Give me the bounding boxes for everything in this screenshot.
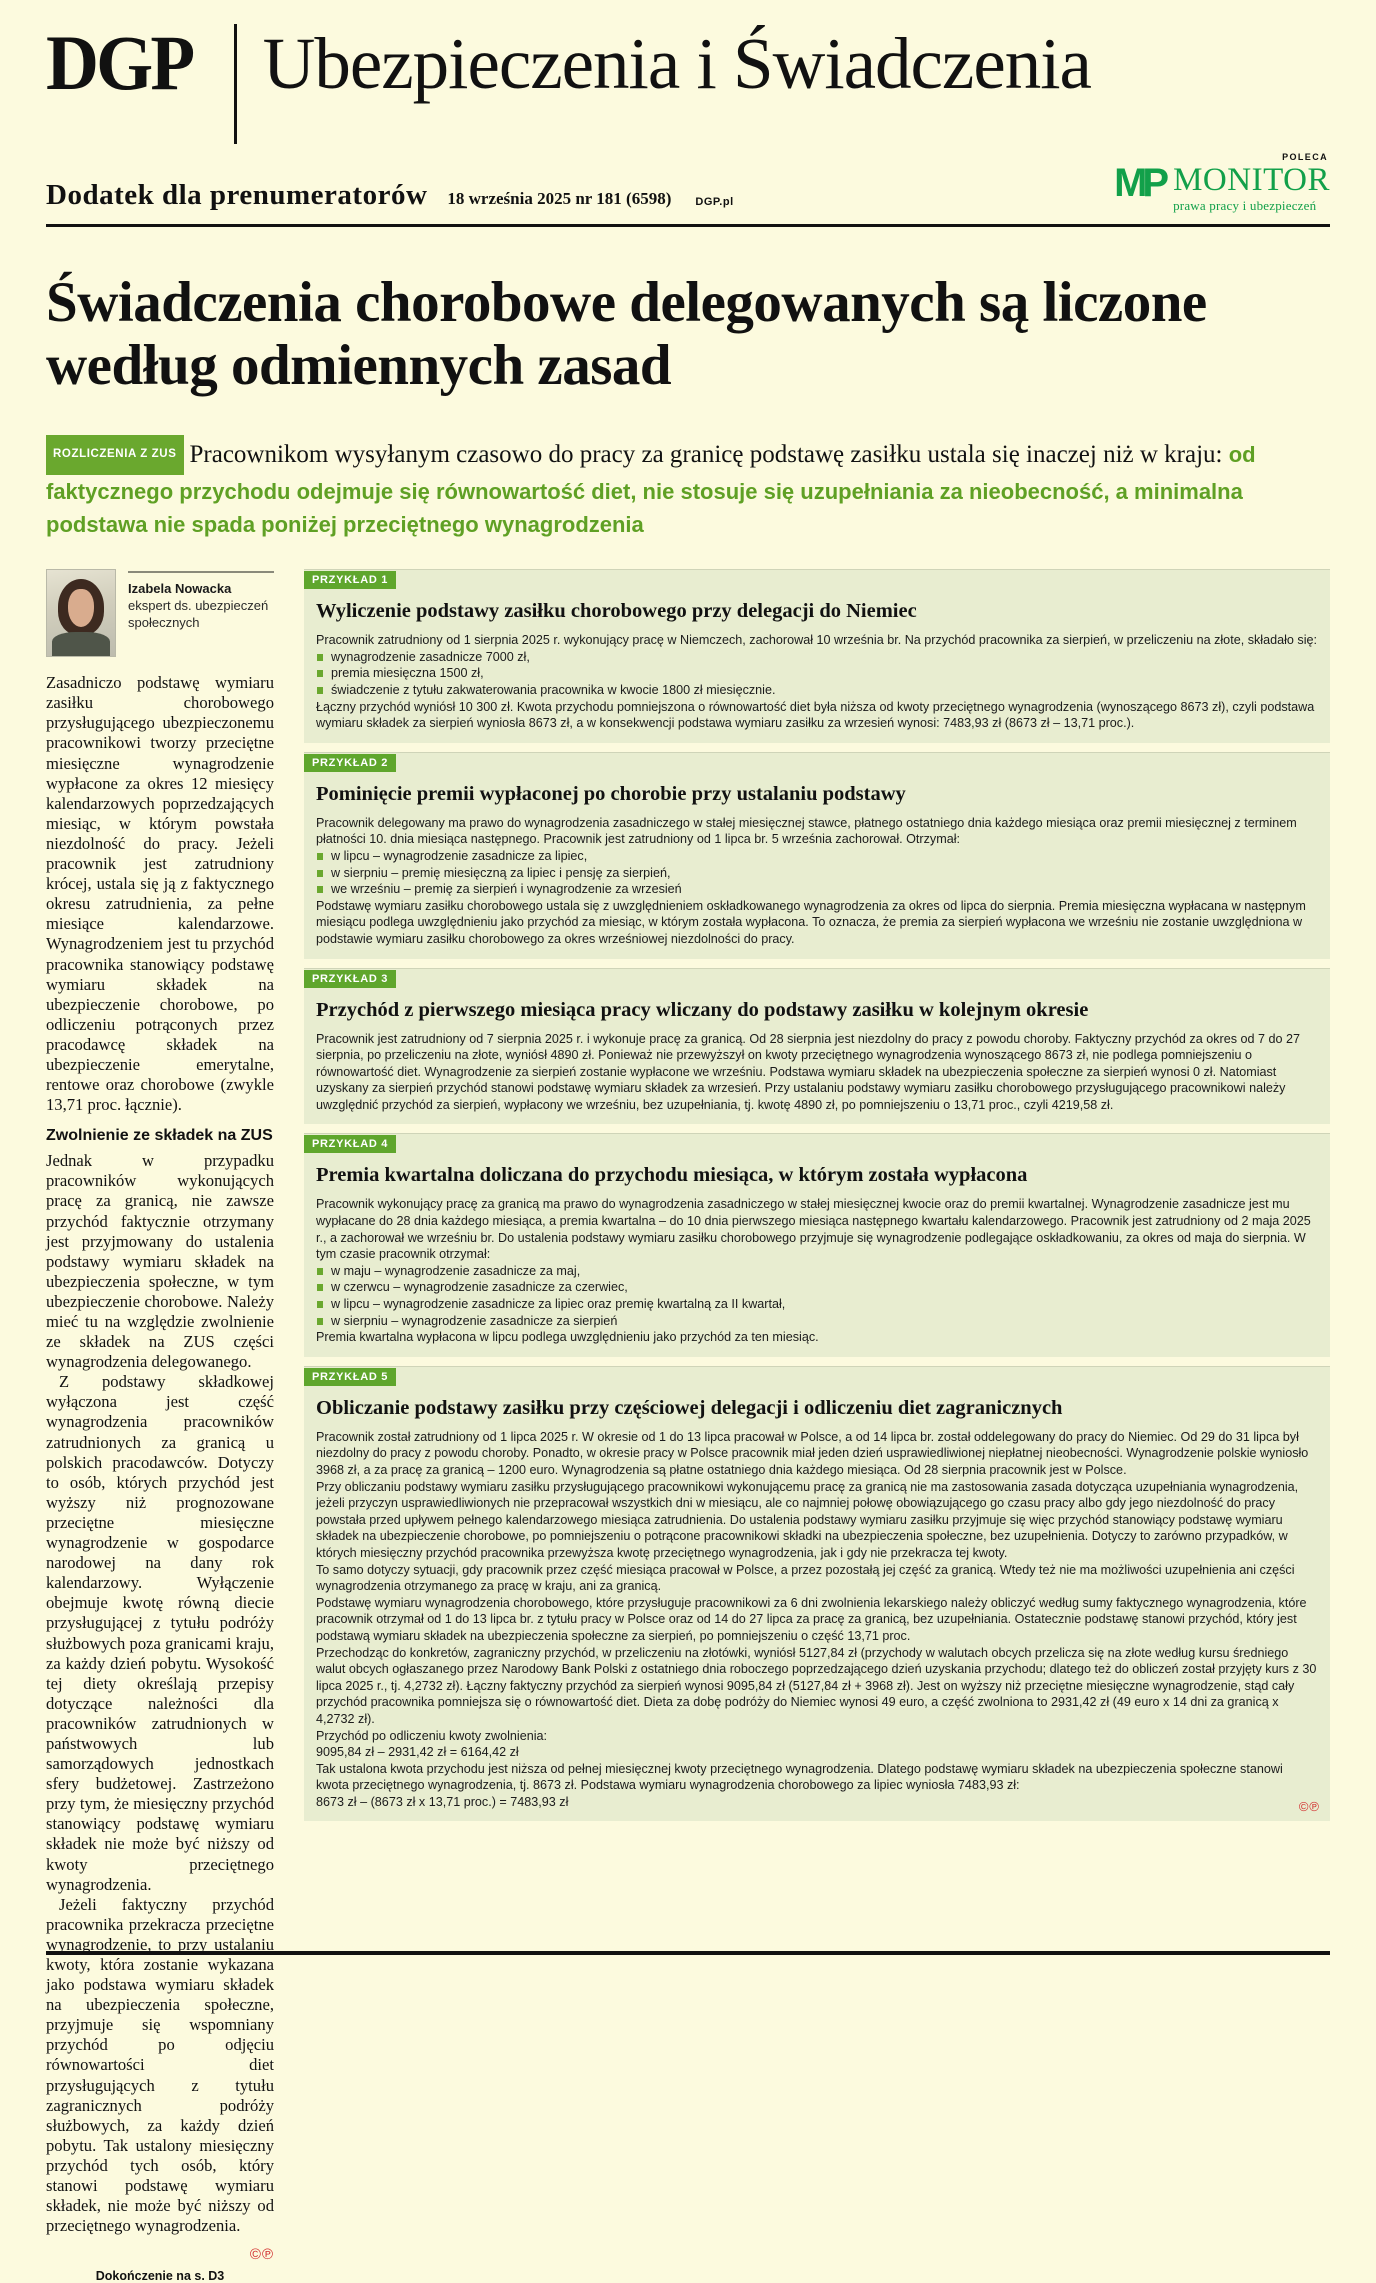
list-item: we wrześniu – premię za sierpień i wynagrodzenie za wrzesień	[316, 881, 1318, 898]
article-paragraph: Jeżeli faktyczny przychód pracownika przekracza przeciętne wynagrodzenie, to przy ustalaniu kwoty, która zostanie wykazana jako podstawa wymiaru składek na ubezpieczenia społeczne, przyjmuje się wspomniany przychód po odjęciu równowartości diet przysługujących z tytułu zagranicznych podróży służbowych, za każdy dzień pobytu. Tak ustalony miesięczny przychód tych osób, który stanowi podstawę wymiaru składek, nie może być niższy od przeciętnego wynagrodzenia.	[46, 1894, 274, 2236]
example-outro: Przy obliczaniu podstawy wymiaru zasiłku przysługującego pracownikowi wykonującemu pracę za granicą nie ma zastosowania zasada dotycząca uzupełniania wynagrodzenia, jeżeli przyczyn usprawiedliwionych nie przepracował wszystkich dni w miesiącu, ale co najmniej połowę obowiązującego go czasu pracy albo gdy jego niezdolność do pracy powstała przed upływem pełnego kalendarzowego miesiąca zatrudnienia. Do ustalenia podstawy wymiaru zasiłku przyjmuje się więc przychód stanowiący podstawę wymiaru składek na ubezpieczenie chorobowe, po pomniejszeniu o potrącone pracownikowi składki na ubezpieczenia społeczne, bez uzupełnienia. Dotyczy to zarówno przypadków, w których miesięczny przychód pracownika przewyższa kwotę przeciętnego wynagrodzenia, jak i gdy nie przekracza tej kwoty.	[316, 1479, 1299, 1560]
example-tag: PRZYKŁAD 3	[304, 970, 396, 988]
author-role-line-1: ekspert ds. ubezpieczeń	[128, 598, 269, 614]
article-paragraph: Zasadniczo podstawę wymiaru zasiłku chorobowego przysługującego ubezpieczonemu pracownikowi tworzy przeciętne miesięczne wynagrodzenie wypłacone za okres 12 miesięcy kalendarzowych poprzedzających miesiąc, w którym powstała niezdolność do pracy. Jeżeli pracownik jest zatrudniony krócej, ustala się ją z faktycznego okresu zatrudnienia, za pełne miesiące kalendarzowe. Wynagrodzeniem jest tu przychód pracownika stanowiący podstawę wymiaru składek na ubezpieczenie chorobowe, po odliczeniu potrąconych przez pracodawcę składek na ubezpieczenie emerytalne, rentowe oraz chorobowe (zwykle 13,71 proc. łącznie).	[46, 673, 274, 1115]
example-body	[316, 1429, 1318, 1811]
example-outro: 8673 zł – (8673 zł x 13,71 proc.) = 7483,93 zł	[316, 1794, 569, 1809]
list-item: świadczenie z tytułu zakwaterowania pracownika w kwocie 1800 zł miesięcznie.	[316, 682, 1318, 699]
example-outro: Premia kwartalna wypłacona w lipcu podlega uwzględnieniu jako przychód za ten miesiąc.	[316, 1330, 819, 1345]
avatar	[46, 569, 116, 657]
list-item: w lipcu – wynagrodzenie zasadnicze za lipiec,	[316, 848, 1318, 865]
portrait-face-shape	[68, 589, 94, 627]
lead-text-green: od faktycznego przychodu odejmuje się równowartość diet, nie stosuje się uzupełniania za nieobecność, a minimalna podstawa nie spada poniżej przeciętnego wynagrodzenia	[46, 442, 1256, 538]
lead-paragraph	[46, 435, 1330, 541]
author-name: Izabela Nowacka	[128, 581, 232, 597]
author-byline	[46, 569, 274, 657]
poleca-label: POLECA	[1282, 152, 1328, 162]
left-column	[46, 569, 274, 2283]
example-bullet-list	[316, 1263, 1318, 1329]
example-bullet-list	[316, 649, 1318, 699]
copyright-mark: ©℗	[249, 2246, 274, 2264]
list-item: premia miesięczna 1500 zł,	[316, 665, 1318, 682]
partner-block	[1114, 152, 1330, 214]
example-body	[316, 815, 1318, 948]
example-outro: Pracownik jest zatrudniony od 7 sierpnia 2025 r. i wykonuje pracę za granicą. Od 28 sierpnia jest niezdolny do pracy z powodu choroby. Faktyczny przychód za okres od 7 do 27 sierpnia, po przeliczeniu na złote, wyniósł 4890 zł. Ponieważ nie przewyższył on kwoty przeciętnego wynagrodzenia wynoszącego 8673 zł, nie podlega pomniejszeniu o równowartość diet. Wynagrodzenie za sierpień zostanie wypłacone we wrześniu. Podstawa wymiaru składek na ubezpieczenia społeczne za sierpień wynosi 0 zł. Natomiast uzyskany za sierpień przychód stanowi podstawę wymiaru składek za wrzesień. Przy ustalaniu podstawy wymiaru zasiłku chorobowego przysługującego pracownikowi należy uwzględnić przychód za sierpień, wypłacony we wrześniu, bez uzupełniania, tj. kwotę 4890 zł, po pomniejszeniu o 13,71 proc., czyli 4219,58 zł.	[316, 1031, 1301, 1112]
example-title: Premia kwartalna doliczana do przychodu miesiąca, w którym została wypłacona	[316, 1164, 1028, 1187]
list-item: w sierpniu – wynagrodzenie zasadnicze za sierpień	[316, 1313, 1318, 1330]
supplement-label: Dodatek dla prenumeratorów	[46, 179, 428, 211]
monitor-logo[interactable]	[1114, 161, 1330, 214]
list-item: w maju – wynagrodzenie zasadnicze za maj,	[316, 1263, 1318, 1280]
example-title: Przychód z pierwszego miesiąca pracy wliczany do podstawy zasiłku w kolejnym okresie	[316, 998, 1089, 1021]
monitor-name: MONITOR	[1173, 162, 1330, 198]
example-outro: Przychód po odliczeniu kwoty zwolnienia:	[316, 1728, 548, 1743]
article-paragraph: Z podstawy składkowej wyłączona jest część wynagrodzenia pracowników zatrudnionych za granicą u polskich pracodawców. Dotyczy to osób, których przychód jest wyższy niż prognozowane przeciętne miesięczne wynagrodzenie w gospodarce narodowej na dany rok kalendarzowy. Wyłączenie obejmuje kwotę równą diecie przysługującej z tytułu podróży służbowych poza granicami kraju, za każdy dzień pobytu. Wysokość tej diety określają przepisy dotyczące należności dla pracowników zatrudnionych w państwowych lub samorządowych jednostkach sfery budżetowej. Zastrzeżono przy tym, że miesięczny przychód stanowiący podstawę wymiaru składek nie może być niższy od kwoty przeciętnego wynagrodzenia.	[46, 1372, 274, 1894]
subhead-bar	[46, 152, 1330, 213]
example-body	[316, 632, 1318, 732]
article-paragraph: Jednak w przypadku pracowników wykonujących pracę za granicą, nie zawsze przychód faktycznie otrzymany jest przyjmowany do ustalenia podstawy wymiaru składek na ubezpieczenia społeczne, w tym ubezpieczenie chorobowe. Należy mieć tu na względzie zwolnienie ze składek na ZUS części wynagrodzenia delegowanego.	[46, 1151, 274, 1372]
example-tag: PRZYKŁAD 4	[304, 1135, 396, 1153]
example-box	[304, 1133, 1330, 1356]
author-meta	[128, 569, 274, 631]
list-item: wynagrodzenie zasadnicze 7000 zł,	[316, 649, 1318, 666]
list-item: w sierpniu – premię miesięczną za lipiec i pensję za sierpień,	[316, 865, 1318, 882]
issue-date: 18 września 2025 nr 181 (6598)	[447, 189, 672, 208]
example-intro: Pracownik wykonujący pracę za granicą ma prawo do wynagrodzenia zasadniczego w stałej miesięcznej kwocie oraz do premii kwartalnej. Wynagrodzenie zasadnicze jest mu wypłacane do 28 dnia każdego miesiąca, a premia kwartalna – do 10 dnia pierwszego miesiąca następnego kwartału kalendarzowego. Pracownik jest zatrudniony od 2 maja 2025 r., a zachorował we wrześniu br. Do ustalenia podstawy wymiaru zasiłku chorobowego przyjmuje się wynagrodzenie podlegające oskładkowaniu, za okres od maja do sierpnia. W tym czasie pracownik otrzymał:	[316, 1197, 1311, 1262]
example-box	[304, 1366, 1330, 1822]
right-column	[304, 569, 1330, 1830]
example-tag: PRZYKŁAD 5	[304, 1368, 396, 1386]
monitor-tagline: prawa pracy i ubezpieczeń	[1173, 198, 1317, 213]
example-intro: Pracownik delegowany ma prawo do wynagrodzenia zasadniczego w stałej miesięcznej stawce, płatnego ostatniego dnia każdego miesiąca oraz premii miesięcznej z terminem płatności 10. dnia miesiąca następnego. Pracownik jest zatrudniony od 1 lipca br. 5 września zachorował. Otrzymał:	[316, 815, 1297, 847]
masthead-divider	[234, 24, 237, 144]
list-item: w lipcu – wynagrodzenie zasadnicze za lipiec oraz premię kwartalną za II kwartał,	[316, 1296, 1318, 1313]
content-area	[46, 569, 1330, 2283]
example-tag: PRZYKŁAD 1	[304, 571, 396, 589]
example-box	[304, 968, 1330, 1125]
website-label[interactable]: DGP.pl	[695, 196, 734, 208]
example-tag: PRZYKŁAD 2	[304, 754, 396, 772]
portrait-body-shape	[52, 632, 110, 656]
example-outro: Pracownik został zatrudniony od 1 lipca 2025 r. W okresie od 1 do 13 lipca pracował w Polsce, a od 14 lipca br. został oddelegowany do pracy do Niemiec. Od 29 do 31 lipca był niezdolny do pracy z powodu choroby. Ponadto, w okresie pracy w Polsce pracownik miał jeden dzień usprawiedliwionej niepłatnej nieobecności. Wynagrodzenie polskie wyniosło 3968 zł, a za pracę za granicą – 1200 euro. Wynagrodzenia są płatne ostatniego dnia każdego miesiąca. Od 28 sierpnia pracownik jest w Polsce.	[316, 1429, 1309, 1477]
example-outro: 9095,84 zł – 2931,42 zł = 6164,42 zł	[316, 1745, 519, 1760]
article-body	[46, 673, 274, 2236]
article-subheading: Zwolnienie ze składek na ZUS	[46, 1127, 273, 1145]
example-title: Pominięcie premii wypłaconej po chorobie przy ustalaniu podstawy	[316, 782, 906, 805]
example-body	[316, 1196, 1318, 1345]
supplement-title: Ubezpieczenia i Świadczenia	[262, 23, 1091, 104]
lead-text-black: Pracownikom wysyłanym czasowo do pracy za granicę podstawę zasiłku ustala się inaczej niż w kraju:	[189, 441, 1223, 469]
example-title: Wyliczenie podstawy zasiłku chorobowego przy delegacji do Niemiec	[316, 600, 917, 623]
example-box	[304, 752, 1330, 959]
section-badge: ROZLICZENIA Z ZUS	[46, 435, 184, 475]
example-title: Obliczanie podstawy zasiłku przy częściowej delegacji i odliczeniu diet zagranicznych	[316, 1396, 1063, 1419]
author-role-line-2: społecznych	[128, 615, 200, 631]
example-outro: Podstawę wymiaru zasiłku chorobowego ustala się z uwzględnieniem oskładkowanego wynagrodzenia za okres od lipca do sierpnia. Premia miesięczna wypłacana w następnym miesiącu podlega uwzględnieniu jako przychód za miesiąc, w którym została wypłacona. To oznacza, że premia za sierpień wypłacona we wrześniu nie zostanie uwzględniona w podstawie wymiaru zasiłku chorobowego za okres wrześniowej niezdolności do pracy.	[316, 898, 1306, 946]
mp-logo-icon: MP	[1114, 161, 1165, 205]
list-item: w czerwcu – wynagrodzenie zasadnicze za czerwiec,	[316, 1279, 1318, 1296]
page-title: Świadczenia chorobowe delegowanych są liczone według odmiennych zasad	[46, 271, 1207, 397]
example-intro: Pracownik zatrudniony od 1 sierpnia 2025 r. wykonujący pracę w Niemczech, zachorował 10 września br. Na przychód pracownika za sierpień, w przeliczeniu na złote, składało się:	[316, 633, 1317, 648]
masthead	[46, 0, 1330, 134]
example-outro: Przechodząc do konkretów, zagraniczny przychód, w przeliczeniu na złotówki, wyniósł 5127,84 zł (przychody w walutach obcych przelicza się na złote według kursu średniego walut obcych ogłaszanego przez Narodowy Bank Polski z ostatniego dnia roboczego poprzedzającego dzień uzyskania przychodu; dlatego też do obliczeń został przyjęty kurs z 30 lipca 2025 r., tj. 4,2732 zł). Łączny faktyczny przychód za sierpień wynosi 9095,84 zł (5127,84 zł + 3968 zł). Jest on wyższy niż przeciętne miesięczne wynagrodzenie, stąd cały przychód pracownika pomniejsza się o równowartość diet. Dieta za dobę podróży do Niemiec wynosi 49 euro, a część zwolniona to 2931,42 zł (49 euro x 14 dni za granicą x 4,2732 zł).	[316, 1645, 1317, 1726]
example-outro: Tak ustalona kwota przychodu jest niższa od pełnej miesięcznej kwoty przeciętnego wynagrodzenia. Dlatego podstawę wymiaru składek na ubezpieczenia społeczne stanowi kwota przeciętnego wynagrodzenia, tj. 8673 zł. Podstawa wymiaru wynagrodzenia chorobowego za lipiec wyniosła 7483,93 zł:	[316, 1761, 1283, 1793]
example-body	[316, 1031, 1318, 1114]
example-box	[304, 569, 1330, 743]
monitor-wordmark	[1173, 162, 1330, 214]
masthead-rule	[46, 224, 1330, 227]
example-outro: To samo dotyczy sytuacji, gdy pracownik przez część miesiąca pracował w Polsce, a przez pozostałą jej część za granicą. Wtedy też nie ma możliwości uzupełnienia ani części wynagrodzenia otrzymanego za pracę w kraju, ani za granicą.	[316, 1562, 1295, 1594]
page-bottom-rule	[46, 1951, 1330, 1955]
continuation-note[interactable]: Dokończenie na s. D3	[95, 2269, 225, 2283]
copyright-mark: ©℗	[1298, 1799, 1320, 1815]
example-outro: Podstawę wymiaru wynagrodzenia chorobowego, które przysługuje pracownikowi za 6 dni zwolnienia lekarskiego należy obliczyć według sumy faktycznego wynagrodzenia, które pracownik otrzymał od 1 do 13 lipca br. z tytułu pracy w Polsce oraz od 14 do 27 lipca za pracę za granicą, bez uzupełniania. Ostatecznie podstawę stanowi przychód, który jest podstawą wymiaru składek na ubezpieczenia społeczne za sierpień, po pomniejszeniu o część 13,71 proc.	[316, 1595, 1307, 1643]
example-outro: Łączny przychód wyniósł 10 300 zł. Kwota przychodu pomniejszona o równowartość diet była niższa od kwoty przeciętnego wynagrodzenia (wynoszącego 8673 zł), czyli podstawa wymiaru składek za sierpień wyniosła 8673 zł, a w konsekwencji podstawa wymiaru zasiłku za wrzesień wynosi: 7483,93 zł (8673 zł – 13,71 proc.).	[316, 699, 1315, 731]
dgp-logo: DGP	[46, 19, 193, 106]
example-bullet-list	[316, 848, 1318, 898]
author-rule	[128, 571, 274, 573]
